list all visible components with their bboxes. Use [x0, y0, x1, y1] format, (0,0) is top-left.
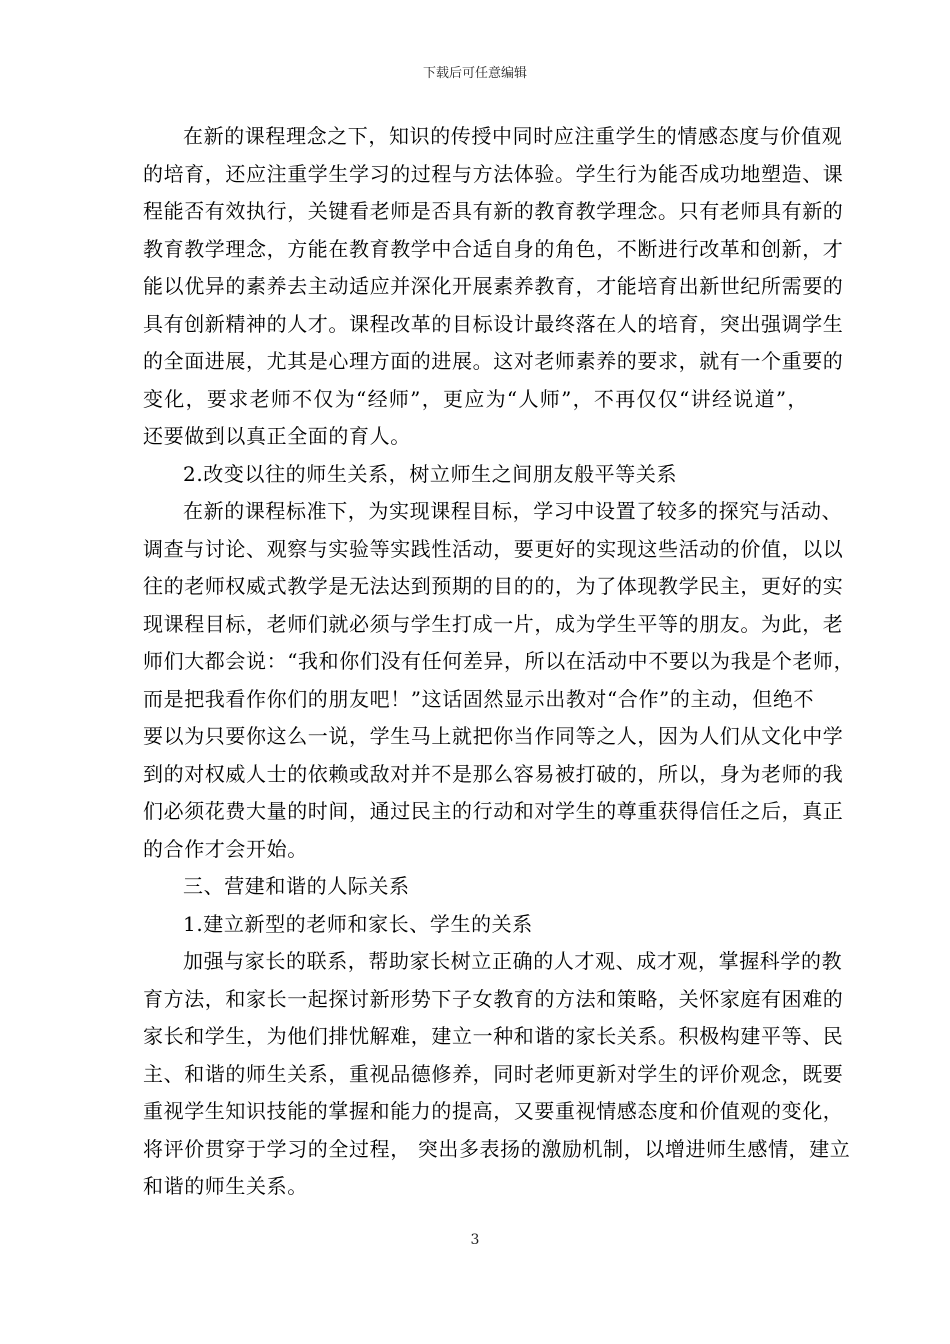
text-line: 重视学生知识技能的掌握和能力的提高，又要重视情感态度和价值观的变化，	[143, 1099, 844, 1123]
text-line: 还要做到以真正全面的育人。	[143, 424, 411, 448]
page-header: 下载后可任意编辑	[422, 66, 527, 81]
text-line: 将评价贯穿于学习的全过程， 突出多表扬的激励机制，以增进师生感情，建立	[143, 1136, 851, 1161]
text-line: 要以为只要你这么一说，学生马上就把你当作同等之人，因为人们从文化中学	[143, 724, 844, 748]
text-line: 家长和学生，为他们排忧解难，建立一种和谐的家长关系。积极构建平等、民	[143, 1024, 844, 1048]
text-line: 而是把我看作你们的朋友吧！”这话固然显示出教对“合作”的主动，但绝不	[143, 686, 815, 711]
text-line: 程能否有效执行，关键看老师是否具有新的教育教学理念。只有老师具有新的	[143, 199, 844, 223]
text-line: 2.改变以往的师生关系，树立师生之间朋友般平等关系	[183, 461, 678, 486]
text-line: 的合作才会开始。	[143, 836, 308, 861]
text-line: 变化，要求老师不仅为“经师”，更应为“人师”，不再仅仅“讲经说道”，	[143, 386, 808, 411]
text-line: 和谐的师生关系。	[143, 1174, 308, 1198]
text-line: 师们大都会说：“我和你们没有任何差异，所以在活动中不要以为我是个老师，	[143, 649, 855, 673]
text-line: 们必须花费大量的时间，通过民主的行动和对学生的尊重获得信任之后，真正	[143, 799, 844, 823]
text-line: 现课程目标，老师们就必须与学生打成一片，成为学生平等的朋友。为此，老	[143, 611, 844, 636]
text-line: 在新的课程理念之下，知识的传授中同时应注重学生的情感态度与价值观	[183, 124, 843, 148]
text-line: 的培育，还应注重学生学习的过程与方法体验。学生行为能否成功地塑造、课	[143, 161, 844, 186]
text-line: 育方法，和家长一起探讨新形势下子女教育的方法和策略，关怀家庭有困难的	[143, 986, 844, 1011]
text-line: 主、和谐的师生关系，重视品德修养，同时老师更新对学生的评价观念，既要	[143, 1061, 844, 1086]
text-line: 的全面进展，尤其是心理方面的进展。这对老师素养的要求，就有一个重要的	[143, 349, 844, 373]
text-line: 教育教学理念，方能在教育教学中合适自身的角色，不断进行改革和创新，才	[143, 236, 844, 261]
text-line: 到的对权威人士的依赖或敌对并不是那么容易被打破的，所以，身为老师的我	[143, 761, 844, 786]
text-line: 调查与讨论、观察与实验等实践性活动，要更好的实现这些活动的价值，以以	[143, 536, 844, 561]
text-line: 往的老师权威式教学是无法达到预期的目的的，为了体现教学民主，更好的实	[143, 574, 844, 598]
text-line: 具有创新精神的人才。课程改革的目标设计最终落在人的培育，突出强调学生	[143, 311, 844, 336]
page-number: 3	[470, 1232, 480, 1248]
text-line: 1.建立新型的老师和家长、学生的关系	[183, 911, 533, 936]
text-line: 能以优异的素养去主动适应并深化开展素养教育，才能培育出新世纪所需要的	[143, 274, 844, 298]
document-body	[143, 118, 855, 1206]
text-line: 三、营建和谐的人际关系	[183, 874, 410, 898]
text-line: 加强与家长的联系，帮助家长树立正确的人才观、成才观，掌握科学的教	[183, 949, 843, 973]
text-line: 在新的课程标准下，为实现课程目标，学习中设置了较多的探究与活动、	[183, 499, 843, 523]
